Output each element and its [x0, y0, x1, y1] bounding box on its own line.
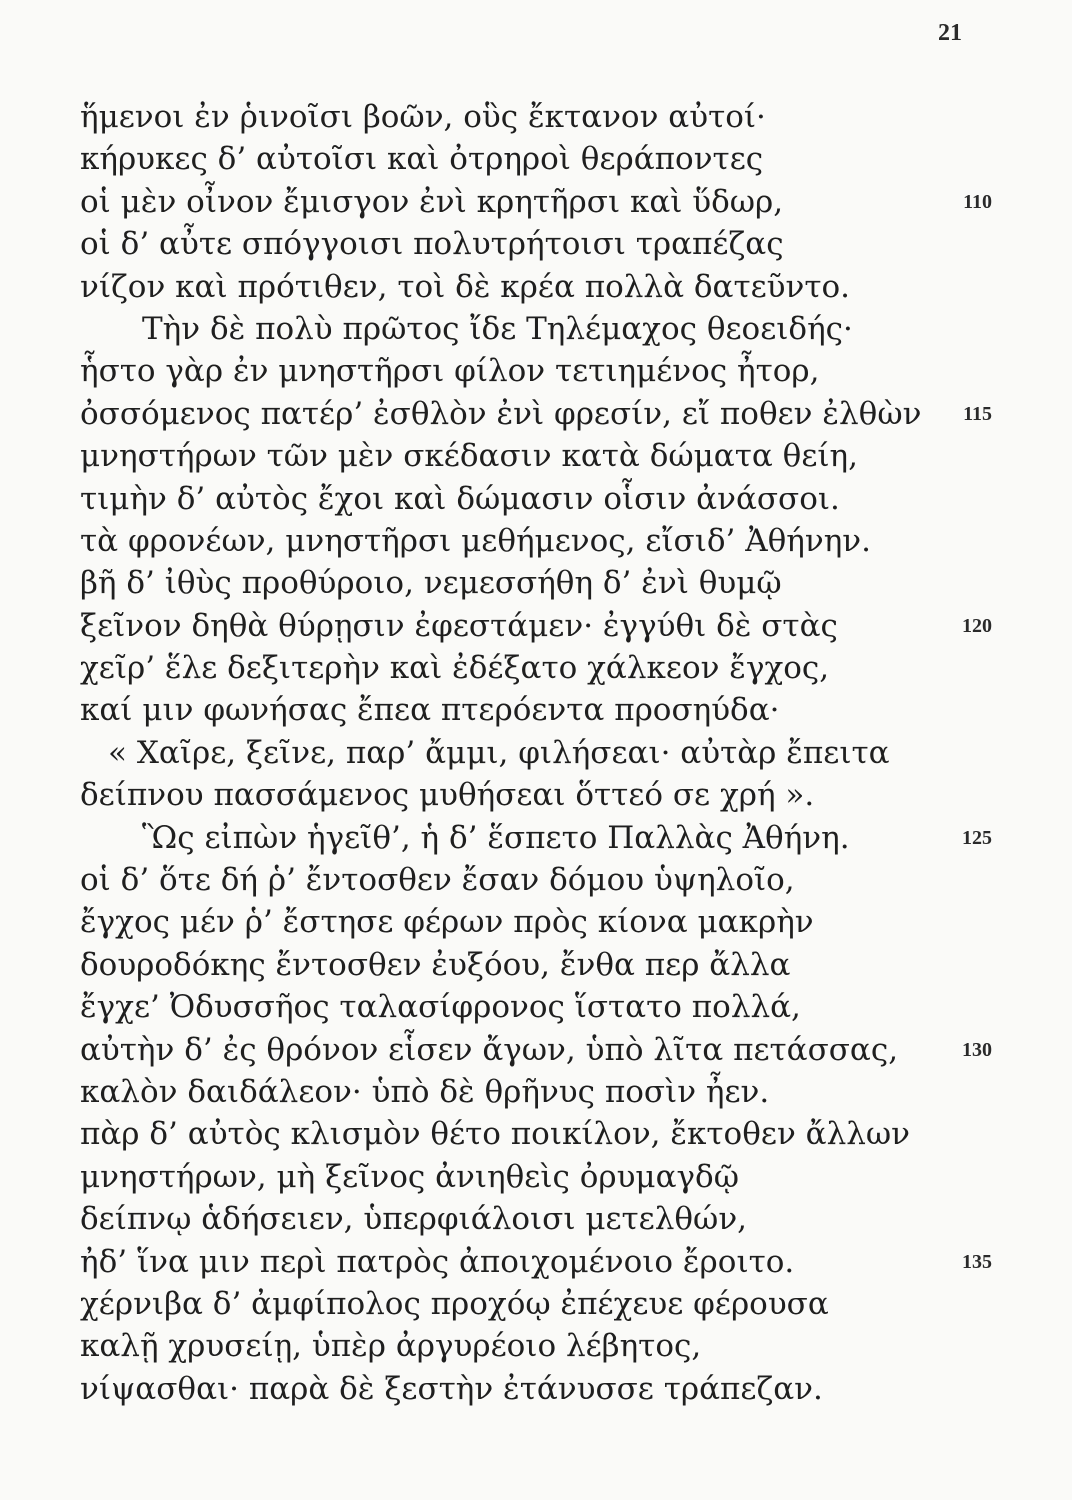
verse-line [80, 478, 980, 520]
verse-text: Τὴν δὲ πολὺ πρῶτος ἴδε Τηλέμαχος θεοειδής· [142, 310, 853, 347]
verse-text: αὐτὴν δ’ ἐς θρόνον εἷσεν ἄγων, ὑπὸ λῖτα πετάσσας, [80, 1031, 899, 1068]
verse-line [80, 901, 980, 943]
verse-text: οἱ μὲν οἶνον ἔμισγον ἐνὶ κρητῆρσι καὶ ὕδωρ, [80, 183, 784, 220]
page-number: 21 [938, 20, 962, 46]
verse-text: κήρυκες δ’ αὐτοῖσι καὶ ὀτρηροὶ θεράποντες [80, 141, 764, 178]
verse-text: χέρνιβα δ’ ἀμφίπολος προχόῳ ἐπέχευε φέρουσα [80, 1285, 829, 1322]
verse-line [80, 944, 980, 986]
verse-line [80, 266, 980, 308]
verse-line [80, 1283, 980, 1325]
verse-line [80, 689, 980, 731]
verse-line [80, 138, 980, 180]
verse-text: « Χαῖρε, ξεῖνε, παρ’ ἄμμι, φιλήσεαι· αὐτὰρ ἔπειτα [108, 734, 890, 771]
verse-text: οἱ δ’ ὅτε δή ῥ’ ἔντοσθεν ἔσαν δόμου ὑψηλοῖο, [80, 862, 795, 899]
verse-text: νίψασθαι· παρὰ δὲ ξεστὴν ἐτάνυσσε τράπεζαν. [80, 1370, 823, 1407]
verse-line [80, 1156, 980, 1198]
verse-text: ξεῖνον δηθὰ θύρῃσιν ἐφεστάμεν· ἐγγύθι δὲ στὰς [80, 607, 838, 644]
verse-line [80, 223, 980, 265]
verse-text: τὰ φρονέων, μνηστῆρσι μεθήμενος, εἴσιδ’ Ἀθήνην. [80, 522, 871, 559]
verse-text: μνηστήρων τῶν μὲν σκέδασιν κατὰ δώματα θείη, [80, 438, 858, 475]
line-number: 135 [962, 1250, 992, 1273]
verse-text: καί μιν φωνήσας ἔπεα πτερόεντα προσηύδα· [80, 692, 780, 729]
verse-line [80, 605, 992, 647]
verse-line [80, 181, 992, 223]
line-number: 130 [962, 1038, 992, 1061]
line-number: 125 [962, 826, 992, 849]
verse-line [80, 393, 992, 435]
verse-line [80, 647, 980, 689]
verse-line [80, 817, 992, 859]
verse-line [80, 774, 980, 816]
verse-line [80, 308, 980, 350]
verse-line [80, 435, 980, 477]
verse-line [80, 1029, 992, 1071]
verse-text: ἔγχος μέν ῥ’ ἔστησε φέρων πρὸς κίονα μακρὴν [80, 904, 814, 941]
verse-text: δείπνῳ ἁδήσειεν, ὑπερφιάλοισι μετελθών, [80, 1201, 748, 1238]
verse-text: δείπνου πασσάμενος μυθήσεαι ὅττεό σε χρή ». [80, 777, 815, 814]
verse-line [80, 1071, 980, 1113]
verse-line [80, 732, 980, 774]
verse-line [80, 562, 980, 604]
line-number: 115 [963, 402, 992, 425]
verse-line [80, 350, 980, 392]
verse-text: δουροδόκης ἔντοσθεν ἐυξόου, ἔνθα περ ἄλλα [80, 946, 791, 983]
line-number: 120 [962, 614, 992, 637]
verse-text: χεῖρ’ ἕλε δεξιτερὴν καὶ ἐδέξατο χάλκεον ἔγχος, [80, 650, 830, 687]
verse-line [80, 96, 980, 138]
verse-line [80, 1113, 980, 1155]
verse-text: Ὣς εἰπὼν ἡγεῖθ’, ἡ δ’ ἕσπετο Παλλὰς Ἀθήνη. [142, 819, 850, 856]
poem-text-block [80, 96, 992, 1410]
verse-text: ἧστο γὰρ ἐν μνηστῆρσι φίλον τετιημένος ἦτορ, [80, 353, 820, 390]
verse-text: πὰρ δ’ αὐτὸς κλισμὸν θέτο ποικίλον, ἔκτοθεν ἄλλων [80, 1116, 910, 1153]
verse-text: καλὸν δαιδάλεον· ὑπὸ δὲ θρῆνυς ποσὶν ἦεν. [80, 1073, 770, 1110]
verse-text: ἥμενοι ἐν ῥινοῖσι βοῶν, οὓς ἔκτανον αὐτοί· [80, 99, 766, 135]
verse-text: οἱ δ’ αὖτε σπόγγοισι πολυτρήτοισι τραπέζας [80, 226, 784, 263]
verse-text: ἠδ’ ἵνα μιν περὶ πατρὸς ἀποιχομένοιο ἔροιτο. [80, 1243, 795, 1280]
verse-line [80, 986, 980, 1028]
verse-line [80, 1198, 980, 1240]
verse-line [80, 1325, 980, 1367]
verse-text: μνηστήρων, μὴ ξεῖνος ἀνιηθεὶς ὀρυμαγδῷ [80, 1158, 739, 1195]
verse-text: βῆ δ’ ἰθὺς προθύροιο, νεμεσσήθη δ’ ἐνὶ θυμῷ [80, 565, 782, 602]
verse-line [80, 520, 980, 562]
verse-text: καλῇ χρυσείῃ, ὑπὲρ ἀργυρέοιο λέβητος, [80, 1328, 702, 1365]
line-number: 110 [963, 190, 992, 213]
verse-text: τιμὴν δ’ αὐτὸς ἔχοι καὶ δώμασιν οἷσιν ἀνάσσοι. [80, 480, 840, 517]
verse-line [80, 1368, 980, 1410]
verse-text: νίζον καὶ πρότιθεν, τοὶ δὲ κρέα πολλὰ δατεῦντο. [80, 268, 851, 305]
verse-line [80, 1241, 992, 1283]
verse-text: ἔγχε’ Ὀδυσσῆος ταλασίφρονος ἵστατο πολλά, [80, 989, 801, 1026]
verse-line [80, 859, 980, 901]
verse-text: ὀσσόμενος πατέρ’ ἐσθλὸν ἐνὶ φρεσίν, εἴ ποθεν ἐλθὼν [80, 395, 922, 432]
